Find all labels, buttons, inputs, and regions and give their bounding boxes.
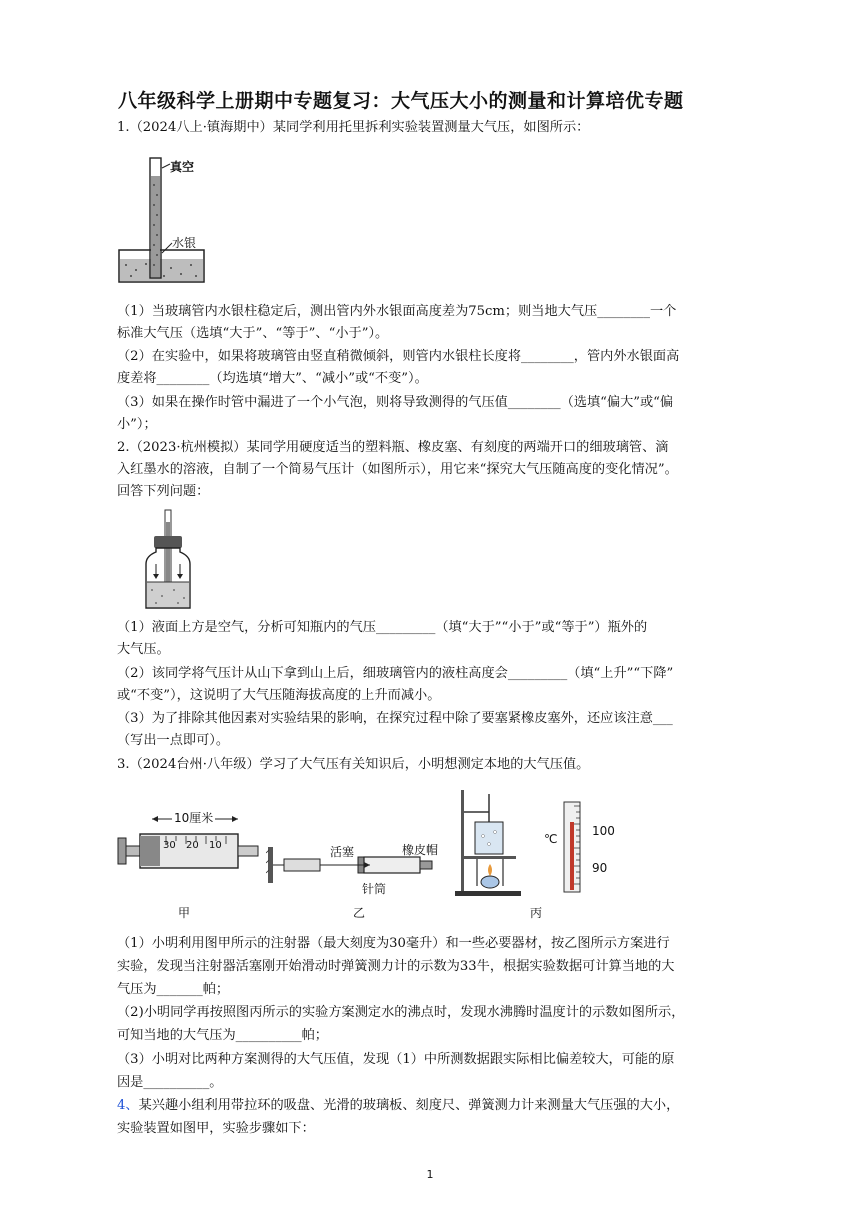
- q1-part3-line1: （3）如果在操作时管中漏进了一个小气泡，则将导致测得的气压值________（选填“偏大”或“偏: [117, 395, 674, 410]
- length-label: 10厘米: [174, 811, 214, 825]
- q3-part1-line3: 气压为_______帕；: [117, 982, 230, 997]
- q3-stem: 3.（2024台州·八年级）学习了大气压有关知识后，小明想测定本地的大气压值。: [117, 757, 590, 772]
- q4-stem-line2: 实验装置如图甲，实验步骤如下：: [117, 1121, 315, 1136]
- q3-part2-line1: （2)小明同学再按照图丙所示的实验方案测定水的沸点时，发现水沸腾时温度计的示数如图所示，: [117, 1005, 685, 1020]
- q3-part2-line2: 可知当地的大气压为__________帕；: [117, 1028, 328, 1043]
- torricelli-figure: [116, 150, 216, 290]
- barrel-label: 针筒: [362, 882, 387, 896]
- thermometer-tick-100: 100: [592, 824, 615, 838]
- q1-part2-line1: （2）在实验中，如果将玻璃管由竖直稍微倾斜，则管内水银柱长度将________，管内外水银面高: [117, 349, 680, 364]
- q1-part1-line2: 标准大气压（选填“大于”、“等于”、“小于”）。: [117, 326, 389, 341]
- q2-stem-line2: 入红墨水的溶液，自制了一个简易气压计（如图所示），用它来“探究大气压随高度的变化情况”。: [117, 462, 678, 477]
- vacuum-label: 真空: [170, 160, 195, 174]
- q2-part3-line1: （3）为了排除其他因素对实验结果的影响，在探究过程中除了要塞紧橡皮塞外，还应该注意___: [117, 711, 673, 726]
- thermometer-figure: [558, 800, 586, 894]
- document-title: 八年级科学上册期中专题复习：大气压大小的测量和计算培优专题: [118, 90, 684, 112]
- q3-part3-line2: 因是__________。: [117, 1075, 223, 1090]
- figure-label-jia: 甲: [178, 906, 191, 920]
- thermometer-tick-90: 90: [592, 861, 608, 875]
- q3-part1-line2: 实验，发现当注射器活塞刚开始滑动时弹簧测力计的示数为33牛，根据实验数据可计算当地的大: [117, 959, 675, 974]
- q2-part1-line1: （1）液面上方是空气，分析可知瓶内的气压_________（填“大于”“小于”或“等于”）瓶外的: [117, 620, 648, 635]
- q3-part3-line1: （3）小明对比两种方案测得的大气压值，发现（1）中所测数据跟实际相比偏差较大，可能的原: [117, 1052, 675, 1067]
- piston-label: 活塞: [330, 845, 355, 859]
- q4-number: 4、: [117, 1098, 139, 1113]
- cap-label: 橡皮帽: [402, 843, 439, 857]
- barometer-bottle-figure: [140, 508, 200, 612]
- celsius-label: ℃: [544, 832, 558, 846]
- q4-stem-line1: [117, 1096, 679, 1116]
- q1-part3-line2: 小”）；: [117, 417, 157, 432]
- q1-part1-line1: （1）当玻璃管内水银柱稳定后，测出管内外水银面高度差为75cm；则当地大气压________一个: [117, 304, 677, 319]
- q3-part1-line1: （1）小明利用图甲所示的注射器（最大刻度为30毫升）和一些必要器材，按乙图所示方案进行: [117, 936, 670, 951]
- q2-stem-line1: 2.（2023·杭州模拟）某同学用硬度适当的塑料瓶、橡皮塞、有刻度的两端开口的细玻璃管、滴: [117, 440, 669, 455]
- q2-part2-line1: （2）该同学将气压计从山下拿到山上后，细玻璃管内的液柱高度会_________（填“上升”“下降”: [117, 666, 674, 681]
- page-number: 1: [426, 1168, 434, 1181]
- q2-stem-line3: 回答下列问题：: [117, 484, 210, 499]
- q1-part2-line2: 度差将________（均选填“增大”、“减小”或“不变”）。: [117, 371, 428, 386]
- q2-part2-line2: 或“不变”），这说明了大气压随海拔高度的上升而减小。: [117, 688, 441, 703]
- q2-part1-line2: 大气压。: [117, 642, 170, 657]
- figure-label-yi: 乙: [353, 906, 366, 920]
- q2-part3-line2: （写出一点即可）。: [117, 733, 230, 748]
- q4-stem-text: 某兴趣小组利用带拉环的吸盘、光滑的玻璃板、刻度尺、弹簧测力计来测量大气压强的大小，: [138, 1098, 680, 1113]
- syringe-scale-20: 20: [186, 840, 199, 851]
- figure-label-bing: 丙: [530, 906, 543, 920]
- mercury-label: 水银: [172, 236, 197, 250]
- boiling-setup-figure-bing: [455, 786, 525, 898]
- q1-stem: 1.（2024八上·镇海期中）某同学利用托里拆利实验装置测量大气压，如图所示：: [117, 120, 590, 135]
- syringe-scale-10: 10: [209, 840, 222, 851]
- syringe-scale-30: 30: [163, 840, 176, 851]
